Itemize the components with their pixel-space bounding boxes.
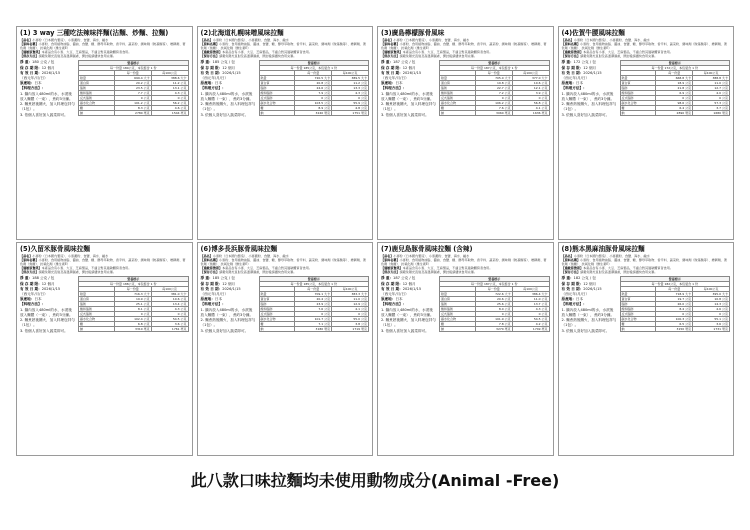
name-section: 【品名】小麥粉（日本國內製造）、小麥澱粉、食鹽、海水、鹼水 [381, 254, 470, 258]
expiry-format: （西元年/月/日） [381, 76, 409, 81]
serving-size: 每一份量 187公克，本包裝含 1 份 [440, 282, 550, 287]
storage-section: 【保存方法】請避免陽光直射及高溫潮濕處，開封後請儘快食用完畢。 [561, 270, 658, 275]
origin: 原產地：日本 [561, 81, 584, 86]
method-step: 3. 依個人喜好加入蔬菜即可。 [200, 112, 249, 117]
nutrient-row: 反式脂肪 0 公克 0 公克 [80, 96, 187, 101]
serving-size: 每一份量 180公克，本包裝含 1 份 [79, 66, 189, 71]
storage-section: 【保存方法】請避免陽光直射及高溫潮濕處，開封後請儘快食用完畢。 [200, 54, 297, 59]
product-card [16, 26, 193, 240]
ingredients-section: 【原料名稱】小麥粉、食用植物油脂、醬油、食鹽、糖、酵母萃取物、香辛料、蔬菜粉、調味劑（胺基酸等）、增稠劑、著色劑（焦糖）、抗氧化劑（維生素E） [20, 258, 186, 267]
card-title: (2)北海道札幌味噌風味拉麵 [200, 29, 284, 37]
method-step: 3. 依個人喜好加入蔬菜即可。 [381, 112, 429, 117]
method-step: 2. 麵煮熟後關火，加入料理包拌勻（1包）。 [20, 318, 75, 328]
method-step: 1. 鍋內放入480ml的水，水滾後放入麵體（一束），煮約3分鐘。 [561, 91, 615, 101]
nutrient-row: 反式脂肪 0 公克 0 公克 [260, 96, 367, 101]
nutrient-row: 脂肪 24.6 公克 13.3 公克 [260, 86, 367, 91]
origin: 原產地：日本 [20, 297, 42, 302]
product-card [377, 26, 554, 240]
nutrition-header: 營養標示 [259, 277, 369, 282]
nutrient-row: 碳水化合物 103.5 公克 55.9 公克 [260, 101, 367, 106]
product-info [201, 276, 256, 333]
name-section: 【品名】小麥粉（日本國內製造）、小麥澱粉、食鹽、海水、鹼水 [200, 254, 289, 258]
method-step: 1. 鍋內放入480ml的水，水滾後放入麵體（一束），煮約3分鐘。 [200, 307, 254, 317]
origin: 原產地：日本 [200, 81, 223, 86]
method-step: 3. 依個人喜好加入蔬菜即可。 [561, 112, 610, 117]
net-weight: 淨 重：187 公克 / 包 [381, 276, 416, 281]
nutrient-row: 碳水化合物 101.7 公克 55.0 公克 [260, 317, 367, 322]
nutrient-row: 糖 7.1 公克 3.8 公克 [260, 322, 367, 327]
nutrition-table: 營養標示 每一份量 182公克，本包裝含 1 份 每一份量 每100公克 熱量 718.9 大卡 395.0 大卡 蛋白質 19.7 公克 10.8 公克 脂肪 26.0 公克 14.3 公克 飽和脂肪 8.4 公克 4.6 公克 反式脂肪 0 公克 0 公克 碳水化合物 100.3 公克 55.1 公克 糖 6.5 公克 3.6 公克 鈉 3150 毫克 1731 毫克 [621, 277, 728, 332]
expiry-date: 有 效 日 期：2026/1/15 [200, 70, 241, 75]
net-weight: 淨 重：188 公克 / 包 [20, 276, 55, 281]
nutrient-row: 飽和脂肪 7.9 公克 4.3 公克 [260, 91, 367, 96]
method-step: 1. 鍋內放入480ml的水，水滾後放入麵體（一束），煮約3分鐘。 [200, 91, 254, 101]
net-weight: 淨 重：182 公克 / 包 [561, 276, 596, 281]
nutrient-row: 熱量 705.0 大卡 377.0 大卡 [441, 76, 548, 81]
name-section: 【品名】小麥粉（日本國內製造）、小麥澱粉、食鹽、海水、鹼水 [20, 254, 109, 258]
nutrient-row: 碳水化合物 101.9 公克 54.5 公克 [441, 317, 548, 322]
label-grid [16, 26, 734, 456]
serving-size: 每一份量 182公克，本包裝含 1 份 [620, 282, 730, 287]
nutrition-table: 營養標示 每一份量 187公克，本包裝含 1 份 每一份量 每100公克 熱量 705.0 大卡 377.0 大卡 蛋白質 19.8 公克 10.6 公克 脂肪 22.7 公克 12.1 公克 飽和脂肪 7.2 公克 3.9 公克 反式脂肪 0 公克 0 公克 碳水化合物 106.2 公克 56.8 公克 糖 7.6 公克 4.1 公克 鈉 3060 毫克 1636 毫克 [441, 61, 548, 116]
nutrient-row: 反式脂肪 0 公克 0 公克 [621, 312, 728, 317]
method-step: 3. 依個人喜好加入蔬菜即可。 [561, 328, 610, 333]
allergen-section: 【過敏原資訊】本產品含有小麥、大豆、芝麻製品，不適合對其過敏體質者食用。 [200, 50, 312, 55]
origin: 原產地：日本 [200, 297, 223, 302]
nutrient-row: 熱量 668.8 大卡 388.8 大卡 [621, 76, 728, 81]
nutrient-row: 脂肪 21.8 公克 12.7 公克 [621, 86, 728, 91]
ingredients-section: 【原料名稱】小麥粉、食用植物油脂、醬油、食鹽、糖、酵母萃取物、香辛料、蔬菜粉、調味劑（胺基酸等）、增稠劑、著色劑（焦糖）、抗氧化劑（維生素E） [200, 258, 367, 267]
card-title: (5)久留米豚骨風味拉麵 [20, 245, 90, 253]
method-heading: 【料理方法】： [381, 86, 407, 91]
shelf-life: 保 存 期 限：12 個月 [561, 281, 597, 286]
net-weight: 淨 重：185 公克 / 包 [200, 60, 235, 65]
name-section: 【品名】小麥粉（日本國內製造）、小麥澱粉、食鹽、海水、鹼水 [200, 38, 289, 42]
method-heading: 【料理方法】： [200, 302, 226, 307]
nutrient-row: 蛋白質 20.2 公克 11.2 公克 [80, 81, 187, 86]
method-heading: 【料理方法】： [561, 302, 587, 307]
storage-section: 【保存方法】請避免陽光直射及高溫潮濕處，開封後請儘快食用完畢。 [200, 270, 297, 275]
nutrient-row: 反式脂肪 0 公克 0 公克 [260, 312, 367, 317]
nutrient-row: 飽和脂肪 8.1 公克 4.3 公克 [80, 307, 187, 312]
nutrient-row: 反式脂肪 0 公克 0 公克 [441, 312, 548, 317]
nutrient-row: 蛋白質 20.6 公克 11.0 公克 [441, 297, 548, 302]
product-info [201, 60, 256, 117]
nutrient-row: 反式脂肪 0 公克 0 公克 [441, 96, 548, 101]
allergen-section: 【過敏原資訊】本產品含有小麥、大豆、芝麻製品，不適合對其過敏體質者食用。 [561, 266, 673, 271]
product-info [381, 60, 436, 117]
name-section: 【品名】小麥粉（日本國內製造）、小麥澱粉、食鹽、海水、鹼水 [20, 38, 109, 42]
nutrient-row: 蛋白質 20.4 公克 11.0 公克 [260, 297, 367, 302]
nutrition-table: 營養標示 每一份量 188公克，本包裝含 1 份 每一份量 每100公克 熱量 716.3 大卡 381.0 大卡 蛋白質 19.9 公克 10.6 公克 脂肪 25.1 公克 13.4 公克 飽和脂肪 8.1 公克 4.3 公克 反式脂肪 0 公克 0 公克 碳水化合物 102.4 公克 54.5 公克 糖 6.8 公克 3.6 公克 鈉 3310 毫克 1761 毫克 [80, 277, 187, 332]
method-heading: 【料理方法】： [200, 86, 226, 91]
method-step: 1. 鍋內放入480ml的水，水滾後放入麵體（一束），煮約3分鐘。 [20, 91, 73, 101]
shelf-life: 保 存 期 限：12 個月 [200, 281, 236, 286]
method-step: 3. 依個人喜好加入蔬菜即可。 [20, 328, 68, 333]
nutrient-row: 鈉 3270 毫克 1749 毫克 [441, 327, 548, 332]
product-info [20, 60, 75, 117]
method-step: 2. 麵煮熟後關火，加入料理包拌勻（1包）。 [381, 318, 436, 328]
method-step: 3. 依個人喜好加入蔬菜即可。 [200, 328, 249, 333]
nutrition-header: 營養標示 [620, 277, 730, 282]
nutrient-row: 蛋白質 19.7 公克 10.8 公克 [621, 297, 728, 302]
nutrient-row: 熱量 720.5 大卡 389.5 大卡 [260, 76, 367, 81]
nutrient-row: 飽和脂肪 7.2 公克 3.9 公克 [441, 91, 548, 96]
storage-section: 【保存方法】請避免陽光直射及高溫潮濕處，開封後請儘快食用完畢。 [561, 54, 658, 59]
nutrient-row: 脂肪 23.9 公克 12.9 公克 [260, 302, 367, 307]
nutrient-row: 鈉 3310 毫克 1761 毫克 [80, 327, 187, 332]
nutrient-row: 蛋白質 18.9 公克 11.0 公克 [621, 81, 728, 86]
expiry-date: 有 效 日 期：2026/1/15 [200, 286, 241, 291]
ingredients-section: 【原料名稱】小麥粉、食用植物油脂、醬油、食鹽、糖、酵母萃取物、香辛料、蔬菜粉、調味劑（胺基酸等）、增稠劑、著色劑（焦糖）、抗氧化劑（維生素E） [381, 258, 547, 267]
method-heading: 【料理方法】： [20, 302, 46, 307]
method-step: 1. 鍋內放入480ml的水，水滾後放入麵體（一束），煮約3分鐘。 [561, 307, 615, 317]
nutrient-row: 蛋白質 19.9 公克 10.6 公克 [80, 297, 187, 302]
shelf-life: 保 存 期 限：12 個月 [20, 281, 55, 286]
nutrition-header: 營養標示 [79, 61, 189, 66]
product-card [16, 242, 193, 456]
origin: 原產地：日本 [381, 81, 403, 86]
nutrient-row: 飽和脂肪 7.7 公克 4.3 公克 [80, 91, 187, 96]
serving-size: 每一份量 185公克，本包裝含 1 份 [259, 66, 369, 71]
nutrient-row: 鈉 2780 毫克 1544 毫克 [80, 111, 187, 116]
ingredients-section: 【原料名稱】小麥粉、食用植物油脂、醬油、食鹽、糖、酵母萃取物、香辛料、蔬菜粉、調味劑（胺基酸等）、增稠劑、著色劑（焦糖）、抗氧化劑（維生素E） [561, 42, 728, 51]
expiry-date: 有 效 日 期：2026/1/15 [561, 286, 602, 291]
nutrient-row: 熱量 709.1 大卡 383.3 大卡 [260, 292, 367, 297]
expiry-date: 有 效 日 期：2026/1/15 [20, 286, 61, 291]
card-title: (6)博多長浜豚骨風味拉麵 [200, 245, 278, 253]
product-info [562, 276, 617, 333]
nutrient-row: 糖 8.3 公克 4.6 公克 [80, 106, 187, 111]
nutrient-row: 鈉 3180 毫克 1719 毫克 [260, 327, 367, 332]
origin: 原產地：日本 [561, 297, 584, 302]
nutrient-row: 糖 6.4 公克 3.7 公克 [621, 106, 728, 111]
nutrition-header: 營養標示 [620, 61, 730, 66]
method-step: 1. 鍋內放入480ml的水，水滾後放入麵體（一束），煮約3分鐘。 [20, 307, 73, 317]
expiry-format: （西元年/月/日） [381, 292, 409, 297]
animal-free-notice: 此八款口味拉麵均未使用動物成分(Animal -Free) [190, 471, 560, 490]
ingredients-section: 【原料名稱】小麥粉、食用植物油脂、醬油、食鹽、糖、酵母萃取物、香辛料、蔬菜粉、調味劑（胺基酸等）、增稠劑、著色劑（焦糖）、抗氧化劑（維生素E） [200, 42, 367, 51]
serving-size: 每一份量 188公克，本包裝含 1 份 [79, 282, 189, 287]
allergen-section: 【過敏原資訊】本產品含有小麥、大豆、芝麻製品，不適合對其過敏體質者食用。 [381, 266, 493, 271]
nutrition-table: 營養標示 每一份量 172公克，本包裝含 1 份 每一份量 每100公克 熱量 668.8 大卡 388.8 大卡 蛋白質 18.9 公克 11.0 公克 脂肪 21.8 公克 12.7 公克 飽和脂肪 6.9 公克 4.0 公克 反式脂肪 0 公克 0 公克 碳水化合物 98.6 公克 57.3 公克 糖 6.4 公克 3.7 公克 鈉 2890 毫克 1680 毫克 [621, 61, 728, 116]
nutrient-row: 熱量 722.6 大卡 386.4 大卡 [441, 292, 548, 297]
product-info [381, 276, 436, 333]
nutrient-row: 碳水化合物 106.2 公克 56.8 公克 [441, 101, 548, 106]
method-step: 2. 麵煮熟後關火，加入料理包拌勻（1包）。 [561, 102, 617, 112]
ingredients-section: 【原料名稱】小麥粉、食用植物油脂、醬油、食鹽、糖、酵母萃取物、香辛料、蔬菜粉、調味劑（胺基酸等）、增稠劑、著色劑（焦糖）、抗氧化劑（維生素E） [20, 42, 186, 51]
expiry-format: （西元年/月/日） [200, 76, 229, 81]
card-title: (4)佐賀牛腰風味拉麵 [561, 29, 625, 37]
product-card [197, 242, 374, 456]
nutrient-row: 糖 7.8 公克 4.2 公克 [441, 322, 548, 327]
nutrient-row: 鈉 3240 毫克 1751 毫克 [260, 111, 367, 116]
storage-section: 【保存方法】請避免陽光直射及高溫潮濕處，開封後請儘快食用完畢。 [20, 270, 116, 275]
nutrition-header: 營養標示 [259, 61, 369, 66]
method-step: 1. 鍋內放入480ml的水，水滾後放入麵體（一束），煮約3分鐘。 [381, 91, 434, 101]
nutrient-row: 碳水化合物 101.2 公克 56.2 公克 [80, 101, 187, 106]
nutrient-row: 熱量 699.4 大卡 388.6 大卡 [80, 76, 187, 81]
nutrient-row: 鈉 2890 毫克 1680 毫克 [621, 111, 728, 116]
nutrient-row: 糖 8.9 公克 4.8 公克 [260, 106, 367, 111]
method-heading: 【料理方法】： [20, 86, 46, 91]
nutrient-row: 反式脂肪 0 公克 0 公克 [621, 96, 728, 101]
product-card [377, 242, 554, 456]
nutrient-row: 飽和脂肪 8.4 公克 4.6 公克 [621, 307, 728, 312]
method-step: 2. 麵煮熟後關火，加入料理包拌勻（1包）。 [200, 102, 256, 112]
storage-section: 【保存方法】請避免陽光直射及高溫潮濕處，開封後請儘快食用完畢。 [381, 54, 477, 59]
nutrient-row: 熱量 716.3 大卡 381.0 大卡 [80, 292, 187, 297]
nutrient-row: 碳水化合物 102.4 公克 54.5 公克 [80, 317, 187, 322]
product-info [562, 60, 617, 117]
storage-section: 【保存方法】請避免陽光直射及高溫潮濕處，開封後請儘快食用完畢。 [381, 270, 477, 275]
serving-size: 每一份量 187公克，本包裝含 1 份 [440, 66, 550, 71]
expiry-date: 有 效 日 期：2026/1/15 [20, 70, 61, 75]
shelf-life: 保 存 期 限：12 個月 [381, 65, 416, 70]
nutrient-row: 脂肪 25.1 公克 13.4 公克 [80, 302, 187, 307]
nutrition-table: 營養標示 每一份量 185公克，本包裝含 1 份 每一份量 每100公克 熱量 709.1 大卡 383.3 大卡 蛋白質 20.4 公克 11.0 公克 脂肪 23.9 公克 12.9 公克 飽和脂肪 7.6 公克 4.1 公克 反式脂肪 0 公克 0 公克 碳水化合物 101.7 公克 55.0 公克 糖 7.1 公克 3.8 公克 鈉 3180 毫克 1719 毫克 [260, 277, 367, 332]
method-step: 2. 麵煮熟後關火，加入料理包拌勻（1包）。 [561, 318, 617, 328]
expiry-format: （西元年/月/日） [561, 76, 590, 81]
nutrient-row: 碳水化合物 100.3 公克 55.1 公克 [621, 317, 728, 322]
nutrient-row: 碳水化合物 98.6 公克 57.3 公克 [621, 101, 728, 106]
nutrition-header: 營養標示 [440, 61, 550, 66]
nutrient-row: 鈉 3150 毫克 1731 毫克 [621, 327, 728, 332]
method-heading: 【料理方法】： [381, 302, 407, 307]
shelf-life: 保 存 期 限：12 個月 [381, 281, 416, 286]
expiry-date: 有 效 日 期：2026/1/15 [561, 70, 602, 75]
storage-section: 【保存方法】請避免陽光直射及高溫潮濕處，開封後請儘快食用完畢。 [20, 54, 116, 59]
nutrient-row: 糖 6.8 公克 3.6 公克 [80, 322, 187, 327]
shelf-life: 保 存 期 限：12 個月 [561, 65, 597, 70]
method-step: 1. 鍋內放入480ml的水，水滾後放入麵體（一束），煮約3分鐘。 [381, 307, 434, 317]
method-step: 2. 麵煮熟後關火，加入料理包拌勻（1包）。 [20, 102, 75, 112]
nutrient-row: 蛋白質 19.8 公克 10.6 公克 [441, 81, 548, 86]
product-card [558, 26, 735, 240]
nutrient-row: 飽和脂肪 6.9 公克 4.0 公克 [621, 91, 728, 96]
method-step: 2. 麵煮熟後關火，加入料理包拌勻（1包）。 [381, 102, 436, 112]
expiry-format: （西元年/月/日） [20, 76, 48, 81]
card-title: (7)鹿兒島豚骨風味拉麵 (含辣) [381, 245, 473, 253]
nutrient-row: 脂肪 26.0 公克 14.3 公克 [621, 302, 728, 307]
nutrient-row: 飽和脂肪 8.0 公克 4.3 公克 [441, 307, 548, 312]
nutrient-row: 脂肪 23.5 公克 13.1 公克 [80, 86, 187, 91]
card-title: (8)熊本黑麻油豚骨風味拉麵 [561, 245, 645, 253]
name-section: 【品名】小麥粉（日本國內製造）、小麥澱粉、食鹽、海水、鹼水 [561, 254, 650, 258]
expiry-format: （西元年/月/日） [561, 292, 590, 297]
nutrition-table: 營養標示 每一份量 187公克，本包裝含 1 份 每一份量 每100公克 熱量 722.6 大卡 386.4 大卡 蛋白質 20.6 公克 11.0 公克 脂肪 25.6 公克 13.7 公克 飽和脂肪 8.0 公克 4.3 公克 反式脂肪 0 公克 0 公克 碳水化合物 101.9 公克 54.5 公克 糖 7.8 公克 4.2 公克 鈉 3270 毫克 1749 毫克 [441, 277, 548, 332]
net-weight: 淨 重：185 公克 / 包 [200, 276, 235, 281]
allergen-section: 【過敏原資訊】本產品含有小麥、大豆、芝麻製品，不適合對其過敏體質者食用。 [200, 266, 312, 271]
expiry-date: 有 效 日 期：2026/1/15 [381, 70, 422, 75]
nutrient-row: 糖 7.6 公克 4.1 公克 [441, 106, 548, 111]
nutrition-table: 營養標示 每一份量 185公克，本包裝含 1 份 每一份量 每100公克 熱量 720.5 大卡 389.5 大卡 蛋白質 20.8 公克 11.2 公克 脂肪 24.6 公克 13.3 公克 飽和脂肪 7.9 公克 4.3 公克 反式脂肪 0 公克 0 公克 碳水化合物 103.5 公克 55.9 公克 糖 8.9 公克 4.8 公克 鈉 3240 毫克 1751 毫克 [260, 61, 367, 116]
nutrient-row: 熱量 718.9 大卡 395.0 大卡 [621, 292, 728, 297]
method-step: 3. 依個人喜好加入蔬菜即可。 [381, 328, 429, 333]
nutrition-header: 營養標示 [79, 277, 189, 282]
nutrition-header: 營養標示 [440, 277, 550, 282]
expiry-date: 有 效 日 期：2026/1/15 [381, 286, 422, 291]
nutrient-row: 反式脂肪 0 公克 0 公克 [80, 312, 187, 317]
nutrition-table: 營養標示 每一份量 180公克，本包裝含 1 份 每一份量 每100公克 熱量 699.4 大卡 388.6 大卡 蛋白質 20.2 公克 11.2 公克 脂肪 23.5 公克 13.1 公克 飽和脂肪 7.7 公克 4.3 公克 反式脂肪 0 公克 0 公克 碳水化合物 101.2 公克 56.2 公克 糖 8.3 公克 4.6 公克 鈉 2780 毫克 1544 毫克 [80, 61, 187, 116]
nutrient-row: 脂肪 25.6 公克 13.7 公克 [441, 302, 548, 307]
method-heading: 【料理方法】： [561, 86, 587, 91]
product-info [20, 276, 75, 333]
ingredients-section: 【原料名稱】小麥粉、食用植物油脂、醬油、食鹽、糖、酵母萃取物、香辛料、蔬菜粉、調味劑（胺基酸等）、增稠劑、著色劑（焦糖）、抗氧化劑（維生素E） [561, 258, 728, 267]
method-step: 2. 麵煮熟後關火，加入料理包拌勻（1包）。 [200, 318, 256, 328]
allergen-section: 【過敏原資訊】本產品含有小麥、大豆、芝麻製品，不適合對其過敏體質者食用。 [381, 50, 493, 55]
origin: 原產地：日本 [20, 81, 42, 86]
ingredients-section: 【原料名稱】小麥粉、食用植物油脂、醬油、食鹽、糖、酵母萃取物、香辛料、蔬菜粉、調味劑（胺基酸等）、增稠劑、著色劑（焦糖）、抗氧化劑（維生素E） [381, 42, 547, 51]
net-weight: 淨 重：180 公克 / 包 [20, 60, 55, 65]
net-weight: 淨 重：172 公克 / 包 [561, 60, 596, 65]
expiry-format: （西元年/月/日） [200, 292, 229, 297]
serving-size: 每一份量 185公克，本包裝含 1 份 [259, 282, 369, 287]
nutrient-row: 飽和脂肪 7.6 公克 4.1 公克 [260, 307, 367, 312]
nutrient-row: 鈉 3060 毫克 1636 毫克 [441, 111, 548, 116]
card-title: (3)廣島檸檬豚骨風味 [381, 29, 445, 37]
product-card [558, 242, 735, 456]
name-section: 【品名】小麥粉（日本國內製造）、小麥澱粉、食鹽、海水、鹼水 [561, 38, 650, 42]
net-weight: 淨 重：187 公克 / 包 [381, 60, 416, 65]
method-step: 3. 依個人喜好加入蔬菜即可。 [20, 112, 68, 117]
allergen-section: 【過敏原資訊】本產品含有小麥、大豆、芝麻製品，不適合對其過敏體質者食用。 [561, 50, 673, 55]
origin: 原產地：日本 [381, 297, 403, 302]
shelf-life: 保 存 期 限：12 個月 [20, 65, 55, 70]
nutrient-row: 糖 6.5 公克 3.6 公克 [621, 322, 728, 327]
nutrient-row: 蛋白質 20.8 公克 11.2 公克 [260, 81, 367, 86]
serving-size: 每一份量 172公克，本包裝含 1 份 [620, 66, 730, 71]
allergen-section: 【過敏原資訊】本產品含有小麥、大豆、芝麻製品，不適合對其過敏體質者食用。 [20, 266, 132, 271]
expiry-format: （西元年/月/日） [20, 292, 48, 297]
allergen-section: 【過敏原資訊】本產品含有小麥、大豆、芝麻製品，不適合對其過敏體質者食用。 [20, 50, 132, 55]
name-section: 【品名】小麥粉（日本國內製造）、小麥澱粉、食鹽、海水、鹼水 [381, 38, 470, 42]
product-card [197, 26, 374, 240]
shelf-life: 保 存 期 限：12 個月 [200, 65, 236, 70]
nutrient-row: 脂肪 22.7 公克 12.1 公克 [441, 86, 548, 91]
card-title: (1) 3 way 三種吃法辣味拌麵(沾麵、炒麵、拉麵) [20, 29, 169, 37]
